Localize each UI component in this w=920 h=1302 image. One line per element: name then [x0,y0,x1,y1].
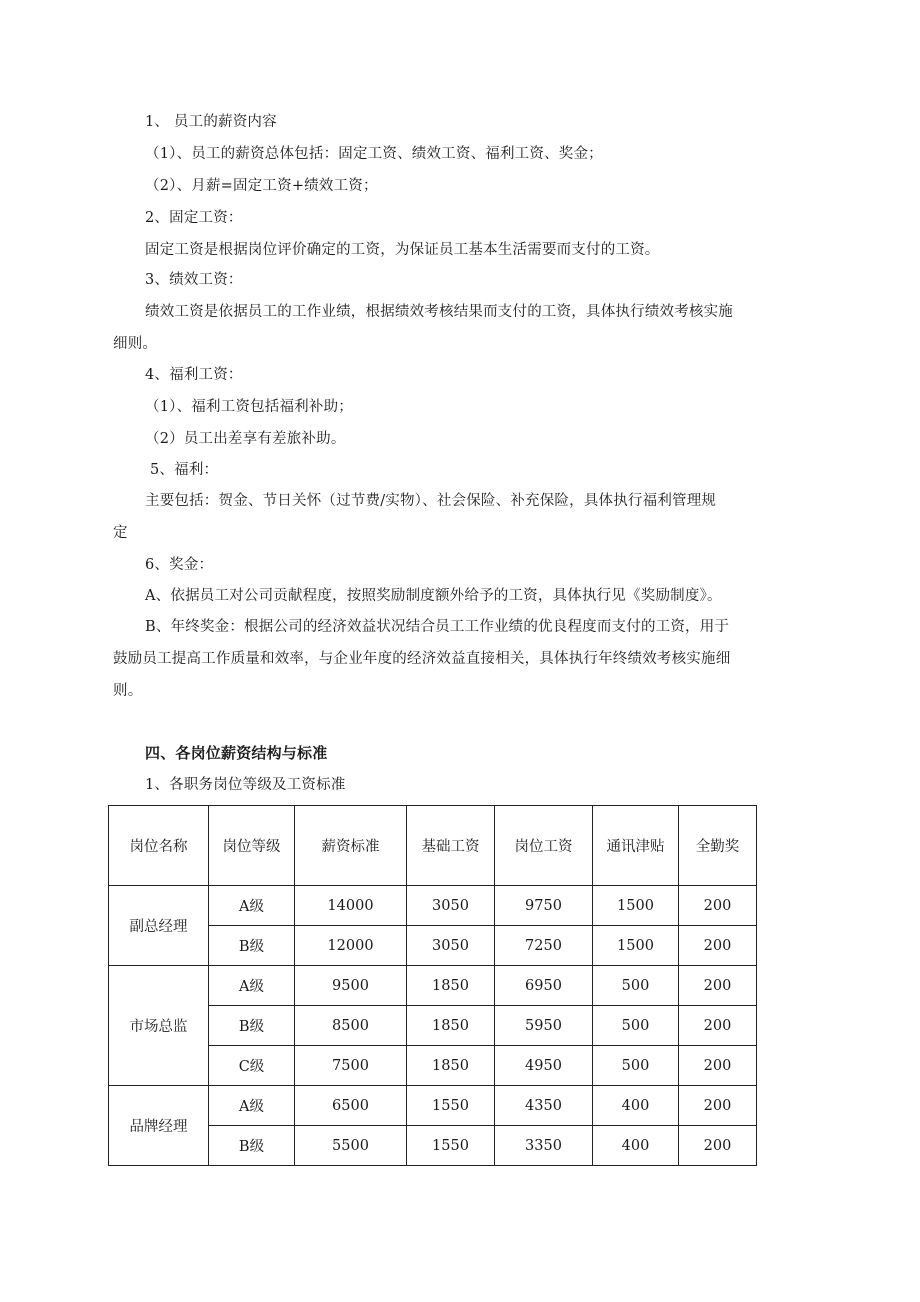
table-row [109,966,757,1006]
section-1-item-1: （1）、员工的薪资总体包括：固定工资、绩效工资、福利工资、奖金； [145,146,603,162]
header-base-salary: 基础工资 [407,806,495,886]
table-row [109,1086,757,1126]
attendance-bonus-cell: 200 [679,966,757,1006]
base-salary-cell: 3050 [407,926,495,966]
communication-allowance-cell: 500 [593,1046,679,1086]
position-cell: 市场总监 [109,966,209,1086]
salary-table [108,805,757,1166]
section-6-item-b-line-1: B、年终奖金：根据公司的经济效益状况结合员工工作业绩的优良程度而支付的工资，用于 [145,619,730,635]
section-6-item-a: A、依据员工对公司贡献程度，按照奖励制度额外给予的工资，具体执行见《奖励制度》。 [145,588,722,604]
section-6-title: 6、奖金： [145,557,214,573]
position-salary-cell: 3350 [495,1126,593,1166]
base-salary-cell: 3050 [407,886,495,926]
salary-standard-cell: 7500 [295,1046,407,1086]
communication-allowance-cell: 400 [593,1086,679,1126]
attendance-bonus-cell: 200 [679,926,757,966]
level-cell: B级 [209,926,295,966]
part-4-heading: 四、各岗位薪资结构与标准 [145,744,328,762]
position-salary-cell: 4950 [495,1046,593,1086]
header-communication-allowance: 通讯津贴 [593,806,679,886]
salary-standard-cell: 6500 [295,1086,407,1126]
communication-allowance-cell: 1500 [593,886,679,926]
section-6-item-b-line-2: 鼓励员工提高工作质量和效率，与企业年度的经济效益直接相关，具体执行年终绩效考核实施细 [113,651,731,667]
level-cell: A级 [209,886,295,926]
level-cell: A级 [209,966,295,1006]
section-1-item-2: （2）、月薪=固定工资+绩效工资； [145,178,378,194]
communication-allowance-cell: 500 [593,966,679,1006]
section-4-item-2: （2）员工出差享有差旅补助。 [145,431,346,447]
position-salary-cell: 4350 [495,1086,593,1126]
salary-standard-cell: 12000 [295,926,407,966]
section-3-text-line-1: 绩效工资是依据员工的工作业绩，根据绩效考核结果而支付的工资，具体执行绩效考核实施 [145,304,733,320]
position-salary-cell: 9750 [495,886,593,926]
communication-allowance-cell: 1500 [593,926,679,966]
section-2-text: 固定工资是根据岗位评价确定的工资，为保证员工基本生活需要而支付的工资。 [145,242,660,258]
attendance-bonus-cell: 200 [679,1126,757,1166]
level-cell: A级 [209,1086,295,1126]
section-6-item-b-line-3: 则。 [113,683,143,699]
position-salary-cell: 5950 [495,1006,593,1046]
section-4-title: 4、福利工资： [145,367,243,383]
communication-allowance-cell: 400 [593,1126,679,1166]
base-salary-cell: 1850 [407,1006,495,1046]
position-salary-cell: 6950 [495,966,593,1006]
salary-standard-cell: 9500 [295,966,407,1006]
base-salary-cell: 1850 [407,1046,495,1086]
section-5-text-line-2: 定 [113,525,128,541]
salary-standard-cell: 5500 [295,1126,407,1166]
header-position-level: 岗位等级 [209,806,295,886]
section-3-text-line-2: 细则。 [113,336,158,352]
header-position-name: 岗位名称 [109,806,209,886]
level-cell: B级 [209,1126,295,1166]
salary-standard-cell: 8500 [295,1006,407,1046]
base-salary-cell: 1850 [407,966,495,1006]
section-5-text-line-1: 主要包括：贺金、节日关怀（过节费/实物）、社会保险、补充保险，具体执行福利管理规 [145,493,717,509]
table-row [109,886,757,926]
part-4-subheading: 1、各职务岗位等级及工资标准 [145,777,346,793]
position-cell: 副总经理 [109,886,209,966]
salary-standard-cell: 14000 [295,886,407,926]
level-cell: B级 [209,1006,295,1046]
attendance-bonus-cell: 200 [679,1046,757,1086]
attendance-bonus-cell: 200 [679,886,757,926]
attendance-bonus-cell: 200 [679,1086,757,1126]
section-2-title: 2、固定工资： [145,210,243,226]
section-5-title: 5、福利： [150,462,219,478]
section-3-title: 3、绩效工资： [145,272,243,288]
attendance-bonus-cell: 200 [679,1006,757,1046]
level-cell: C级 [209,1046,295,1086]
base-salary-cell: 1550 [407,1086,495,1126]
communication-allowance-cell: 500 [593,1006,679,1046]
header-position-salary: 岗位工资 [495,806,593,886]
position-salary-cell: 7250 [495,926,593,966]
header-attendance-bonus: 全勤奖 [679,806,757,886]
header-salary-standard: 薪资标准 [295,806,407,886]
position-cell: 品牌经理 [109,1086,209,1166]
table-header-row [109,806,757,886]
section-4-item-1: （1）、福利工资包括福利补助； [145,399,353,415]
base-salary-cell: 1550 [407,1126,495,1166]
section-1-title: 1、 员工的薪资内容 [145,114,277,130]
